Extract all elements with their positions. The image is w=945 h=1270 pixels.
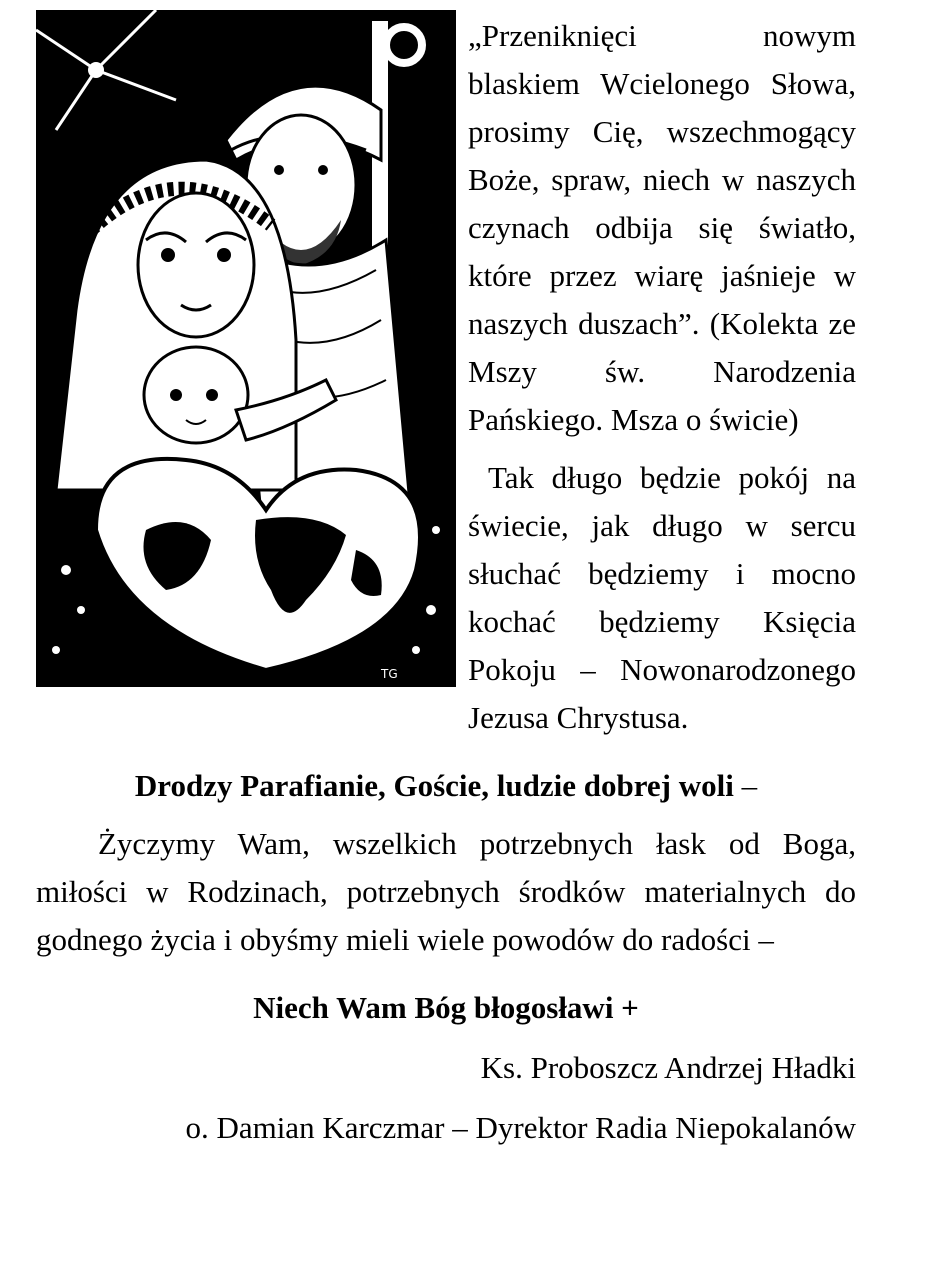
document-page [36,10,856,1152]
peace-paragraph: Tak długo będzie pokój na świecie, jak długo w sercu słuchać będziemy i mocno kochać będziemy Księcia Pokoju – Nowonarodzonego Jezusa Chrystusa. [468,460,856,735]
blessing-line: Niech Wam Bóg błogosławi + [253,990,639,1025]
holy-family-illustration [36,10,456,687]
holy-family-drawing [36,10,456,687]
greeting-heading-text: Drodzy Parafianie, Goście, ludzie dobrej woli [134,768,734,803]
signature-pastor: Ks. Proboszcz Andrzej Hładki [480,1050,856,1085]
signature-director: o. Damian Karczmar – Dyrektor Radia Niepokalanów [185,1110,856,1145]
greeting-heading-dash: – [733,768,758,803]
quote-paragraph: „Przeniknięci nowym blaskiem Wcielonego Słowa, prosimy Cię, wszechmogący Boże, spraw, niech w naszych czynach odbija się światło, które przez wiarę jaśnieje w naszych duszach”. (Kolekta ze Mszy św. Narodzenia Pańskiego. Msza o świcie) [468,18,856,437]
wishes-paragraph: Życzymy Wam, wszelkich potrzebnych łask od Boga, miłości w Rodzinach, potrzebnych środków materialnych do godnego życia i obyśmy mieli wiele powodów do radości – [36,826,856,957]
illustration-signature: TG [381,667,398,681]
greeting-heading [36,762,856,810]
